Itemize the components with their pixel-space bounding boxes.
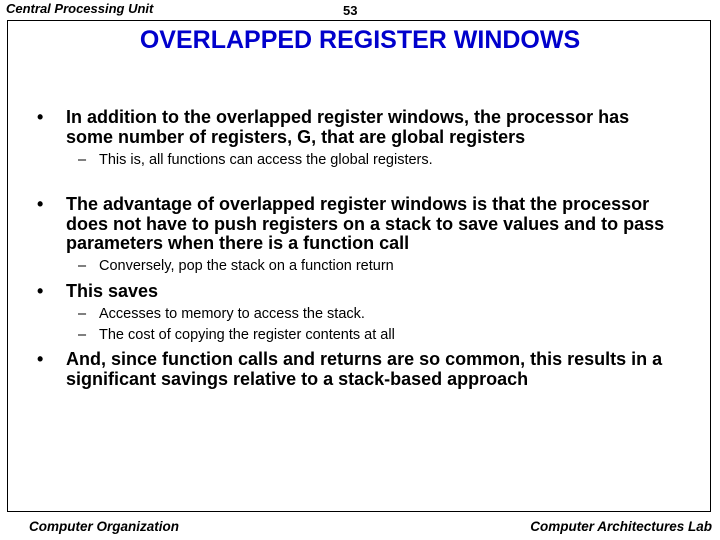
footer-right-label: Computer Architectures Lab: [530, 519, 712, 534]
bullet-text: In addition to the overlapped register windows, the processor has some number of registers, G, that are global registers: [66, 107, 630, 147]
sub-bullet-marker: –: [78, 258, 87, 274]
sub-bullet-text: The cost of copying the register contents at all: [99, 327, 395, 343]
bullet-marker: •: [37, 349, 44, 369]
sub-bullet-marker: –: [78, 327, 87, 343]
bullet-marker: •: [37, 281, 44, 301]
sub-bullet-marker: –: [78, 306, 87, 322]
bullet-item: [37, 195, 677, 254]
sub-bullet-item: [78, 305, 698, 323]
page-number: 53: [343, 3, 358, 18]
sub-bullet-item: [78, 326, 698, 344]
footer-left-label: Computer Organization: [29, 519, 180, 534]
slide-title: OVERLAPPED REGISTER WINDOWS: [139, 26, 581, 54]
bullet-marker: •: [37, 107, 44, 127]
sub-bullet-item: [78, 257, 698, 275]
sub-bullet-item: [78, 151, 698, 169]
sub-bullet-text: Accesses to memory to access the stack.: [99, 306, 365, 322]
bullet-item: [37, 108, 677, 147]
sub-bullet-text: This is, all functions can access the global registers.: [99, 152, 433, 168]
bullet-item: [37, 282, 677, 302]
bullet-text: This saves: [66, 281, 159, 301]
sub-bullet-text: Conversely, pop the stack on a function return: [99, 258, 394, 274]
sub-bullet-marker: –: [78, 152, 87, 168]
bullet-text: The advantage of overlapped register windows is that the processor does not have to push registers on a stack to save values and to pass parameters when there is a function call: [66, 194, 665, 253]
header-course-title: Central Processing Unit: [6, 1, 154, 16]
bullet-item: [37, 350, 677, 389]
bullet-marker: •: [37, 194, 44, 214]
bullet-text: And, since function calls and returns are so common, this results in a significant savings relative to a stack-based approach: [66, 349, 663, 389]
